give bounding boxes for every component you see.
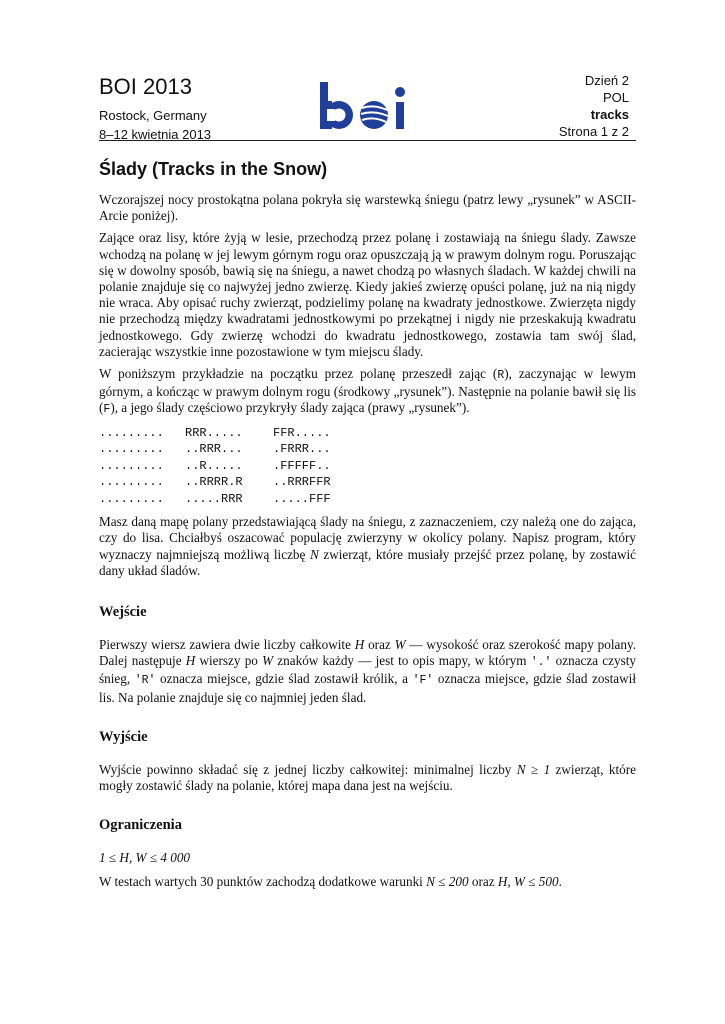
math-w: W (262, 653, 274, 669)
diagram-cell: FFR..... (273, 425, 331, 440)
contest-title: BOI 2013 (99, 74, 192, 99)
text-fragment: W poniższym przykładzie na początku przez polanę przeszedł zając ( (99, 366, 498, 382)
text-fragment: Masz daną mapę polany przedstawiającą ślady na śniegu, z zaznaczeniem, czy należą one do zająca, czy do lisa. Chciałbyś oszacować populację zwierzyny w okolicy polany. Napisz program, który wyznaczy najmniejszą możliwą liczbę (99, 514, 636, 562)
header-left (99, 74, 211, 143)
task-statement (99, 152, 636, 897)
text-fragment: oraz (468, 874, 498, 890)
code-f: 'F' (412, 674, 434, 688)
constraints-heading: Ograniczenia (99, 817, 182, 834)
language-label: POL (602, 90, 629, 105)
code-r: 'R' (134, 674, 156, 688)
intro-paragraph-3 (99, 366, 636, 419)
diagram-cell: ..RRRR.R (185, 475, 243, 490)
math-n-ge-1: N ≥ 1 (516, 761, 551, 777)
text-fragment: — wysokość oraz szerokość mapy polany. Dalej następuje (99, 636, 636, 669)
diagram-row (99, 425, 636, 442)
contest-location: Rostock, Germany (99, 108, 207, 123)
math-hw-le-500: H, W ≤ 500 (497, 874, 559, 890)
diagram-cell: .FFFFF.. (273, 458, 331, 473)
constraint-line: 1 ≤ H, W ≤ 4 000 (99, 850, 191, 866)
diagram-cell: .....RRR (185, 491, 243, 506)
boi-logo (318, 80, 414, 132)
text-fragment: W testach wartych 30 punktów zachodzą dodatkowe warunki (99, 874, 427, 890)
text-fragment: ), a jego ślady częściowo przykryły ślady zająca (prawy „rysunek”). (110, 400, 470, 416)
input-section (99, 603, 636, 706)
text-fragment: zwierząt, które musiały przejść przez polanę, by zostawić dany układ śladów. (99, 546, 637, 578)
header-divider (99, 140, 636, 141)
math-n-le-200: N ≤ 200 (426, 874, 469, 890)
output-section (99, 728, 636, 794)
diagram-cell: .....FFF (273, 491, 331, 506)
diagram-cell: ..RRRFFR (273, 475, 331, 490)
diagram-cell: ..R..... (185, 458, 243, 473)
text-fragment: znaków każdy — jest to opis mapy, w którym (273, 653, 531, 669)
diagram-cell: ......... (99, 425, 164, 440)
diagram-cell: .FRRR... (273, 442, 331, 457)
text-fragment: ), zaczynając w lewym górnym, a kończąc w prawym dolnym rogu (środkowy „rysunek”). Następnie na polanie bawił się lis ( (99, 366, 636, 416)
text-fragment: Pierwszy wiersz zawiera dwie liczby całkowite (99, 636, 355, 652)
input-paragraph (99, 637, 636, 706)
task-title: Ślady (Tracks in the Snow) (99, 159, 328, 179)
task-code: tracks (590, 107, 629, 122)
text-fragment: zwierząt, które mogły zostawić ślady na polanie, której mapa dana jest na wejściu. (99, 761, 636, 793)
intro-paragraph-4 (99, 514, 636, 579)
diagram-row (99, 491, 636, 508)
header-right (559, 72, 629, 140)
text-fragment: oznacza miejsce, gdzie ślad zostawił lis. Na polanie znajduje się co najmniej jeden ślad. (99, 671, 637, 705)
text-fragment: oznacza czysty śnieg, (99, 653, 636, 687)
ascii-diagram (99, 425, 636, 508)
text-fragment: Wyjście powinno składać się z jednej liczby całkowitej: minimalnej liczby (99, 761, 517, 777)
math-h: H (354, 636, 365, 652)
code-r: R (497, 369, 505, 383)
constraint-paragraph (99, 874, 636, 890)
text-fragment: oznacza miejsce, gdzie ślad zostawił królik, a (155, 671, 413, 687)
code-dot: '.' (530, 656, 552, 670)
constraints-section (99, 816, 636, 890)
text-fragment: wierszy po (195, 653, 263, 669)
diagram-row (99, 458, 636, 475)
diagram-row (99, 441, 636, 458)
diagram-cell: ..RRR... (185, 442, 243, 457)
output-heading: Wyjście (99, 728, 148, 745)
output-paragraph (99, 762, 636, 794)
code-f: F (103, 403, 111, 417)
diagram-row (99, 474, 636, 491)
math-n: N (309, 546, 319, 562)
diagram-cell: ......... (99, 458, 164, 473)
day-label: Dzień 2 (584, 73, 629, 88)
input-heading: Wejście (99, 603, 147, 620)
contest-dates: 8–12 kwietnia 2013 (99, 127, 212, 142)
page-number: Strona 1 z 2 (558, 124, 629, 139)
math-w: W (394, 636, 406, 652)
diagram-cell: ......... (99, 442, 164, 457)
intro-paragraph-1: Wczorajszej nocy prostokątna polana pokryła się warstewką śniegu (patrz lewy „rysunek” w ASCII-Arcie poniżej). (99, 192, 636, 224)
diagram-cell: ......... (99, 491, 164, 506)
diagram-cell: RRR..... (185, 425, 243, 440)
diagram-cell: ......... (99, 475, 164, 490)
text-fragment: oraz (364, 636, 395, 652)
math-h: H (185, 653, 196, 669)
intro-paragraph-2: Zające oraz lisy, które żyją w lesie, przechodzą przez polanę i zostawiają na śniegu ślady. Zawsze wchodzą na polanę w jej lewym górnym rogu oraz opuszczają ją w prawym dolnym rogu. Poruszając się w dowolny sposób, bawią się na śniegu, a nawet chodzą po własnych śladach. W każdej chwili na polanie znajduje się co najwyżej jedno zwierzę. Kiedy jakieś zwierzę opuści polanę, już na nią nigdy nie wraca. Aby opisać ruchy zwierząt, podzielimy polanę na kwadraty jednostkowe. Zwierzęta nigdy nie przechodzą między kwadratami jednostkowymi po przekątnej i nigdy nie przeskakują kwadratu jednostkowego. Gdy zwierzę wchodzi do kwadratu jednostkowego, zostawia tam swój ślad, zacierając wszystkie inne pozostawione w tym miejscu ślady. (99, 230, 636, 359)
text-fragment: . (558, 874, 562, 890)
